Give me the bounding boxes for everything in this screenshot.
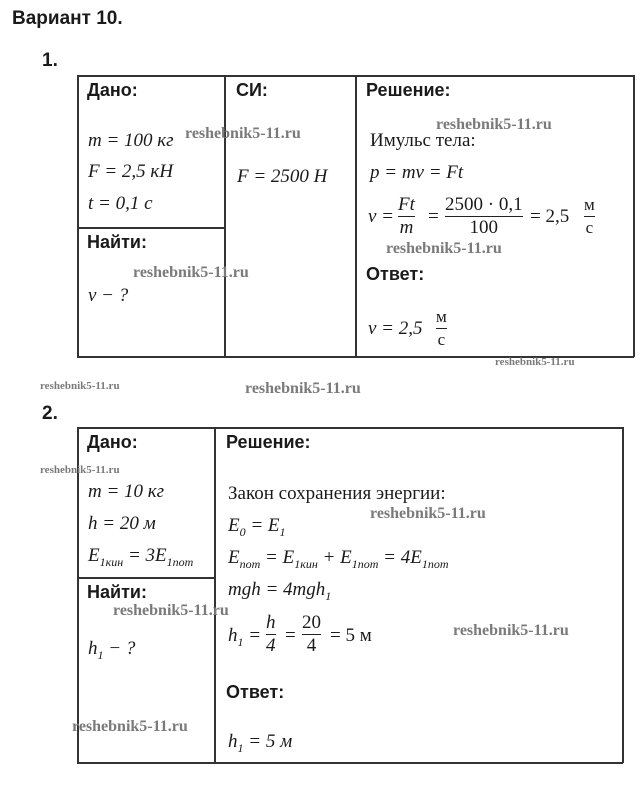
equals-sign: = (285, 625, 296, 646)
find-header: Найти: (87, 582, 147, 602)
page-title: Вариант 10. (12, 8, 123, 29)
fraction-denominator: m (399, 217, 414, 238)
fraction-20-over-4 (302, 613, 321, 656)
given-time: t = 0,1 с (88, 193, 153, 214)
watermark: reshebnik5-11.ru (72, 718, 188, 735)
answer-unit (436, 307, 447, 350)
watermark: reshebnik5-11.ru (245, 380, 361, 397)
given-mass: m = 10 кг (88, 481, 165, 502)
problem-1-number: 1. (42, 50, 58, 71)
equation-energy-sum: $E_{пот} = E_{1кин} + E_{1пот} = 4E_{1пот}$ (228, 547, 449, 571)
fraction-h-over-4 (266, 613, 276, 656)
fraction-numerator: 20 (302, 612, 321, 633)
given-header: Дано: (87, 432, 138, 452)
watermark: reshebnik5-11.ru (40, 464, 120, 476)
si-header: СИ: (236, 80, 268, 100)
equals-sign: = (428, 206, 439, 227)
velocity-result: = 2,5 (530, 206, 570, 227)
unit-denominator: с (437, 330, 446, 349)
given-header: Дано: (87, 80, 138, 100)
unit-m-per-s (584, 195, 595, 238)
answer-header: Ответ: (366, 264, 425, 284)
table-border-bottom (77, 762, 623, 764)
table-divider-given (214, 427, 216, 763)
table-border-left (77, 427, 79, 763)
given-mass: m = 100 кг (88, 130, 174, 151)
unit-numerator: м (436, 307, 447, 326)
table-border-right (633, 75, 635, 357)
solution-header: Решение: (366, 80, 451, 100)
fraction-denominator: 4 (266, 635, 276, 656)
watermark: reshebnik5-11.ru (40, 380, 120, 392)
watermark: reshebnik5-11.ru (436, 116, 552, 133)
table-border-left (77, 75, 79, 357)
table-divider-find (77, 227, 225, 229)
fraction-numeric (445, 195, 523, 238)
given-height: h = 20 м (88, 513, 156, 534)
problem-2-number: 2. (42, 403, 58, 424)
unit-denominator: с (585, 218, 594, 237)
answer-height: $h_1 = 5$ м (228, 731, 293, 755)
find-velocity: v − ? (88, 285, 129, 306)
equation-energy-conservation: $E_0 = E_1$ (228, 515, 286, 539)
fraction-denominator: 100 (469, 217, 499, 238)
watermark: reshebnik5-11.ru (185, 125, 301, 142)
equation-h1-result: = 5 м (330, 625, 372, 646)
si-force: F = 2500 Н (237, 166, 328, 187)
answer-velocity: v = 2,5 (368, 318, 423, 339)
fraction-numerator: 2500 · 0,1 (445, 194, 523, 215)
velocity-lhs: v = (368, 206, 395, 227)
watermark: reshebnik5-11.ru (386, 240, 502, 257)
given-force: F = 2,5 кН (88, 161, 174, 182)
watermark: reshebnik5-11.ru (113, 602, 229, 619)
fraction-numerator: h (266, 612, 276, 633)
find-header: Найти: (87, 232, 147, 252)
momentum-equation: p = mv = Ft (370, 162, 464, 183)
table-divider-si (355, 75, 357, 357)
solution-header: Решение: (226, 432, 311, 452)
unit-numerator: м (584, 195, 595, 214)
table-divider-given (224, 75, 226, 357)
find-height: $h_1$ − ? (88, 638, 136, 662)
table-border-right (622, 427, 624, 763)
fraction-denominator: 4 (306, 635, 317, 656)
given-energy-relation: $E_{1кин} = 3E_{1пот}$ (88, 545, 194, 569)
answer-header: Ответ: (226, 682, 285, 702)
equation-h1-lhs: $h_1$ = (228, 625, 262, 649)
watermark: reshebnik5-11.ru (495, 356, 575, 368)
watermark: reshebnik5-11.ru (370, 505, 486, 522)
equation-mgh: mgh = 4mgh$_1$ (228, 579, 332, 603)
watermark: reshebnik5-11.ru (133, 264, 249, 281)
watermark: reshebnik5-11.ru (453, 622, 569, 639)
table-divider-find (77, 577, 215, 579)
solution-intro: Имульс тела: (370, 130, 476, 151)
energy-law-title: Закон сохранения энергии: (228, 483, 446, 504)
fraction-ft-over-m (398, 195, 415, 238)
fraction-numerator: Ft (398, 194, 415, 215)
table-border-top (77, 427, 623, 429)
